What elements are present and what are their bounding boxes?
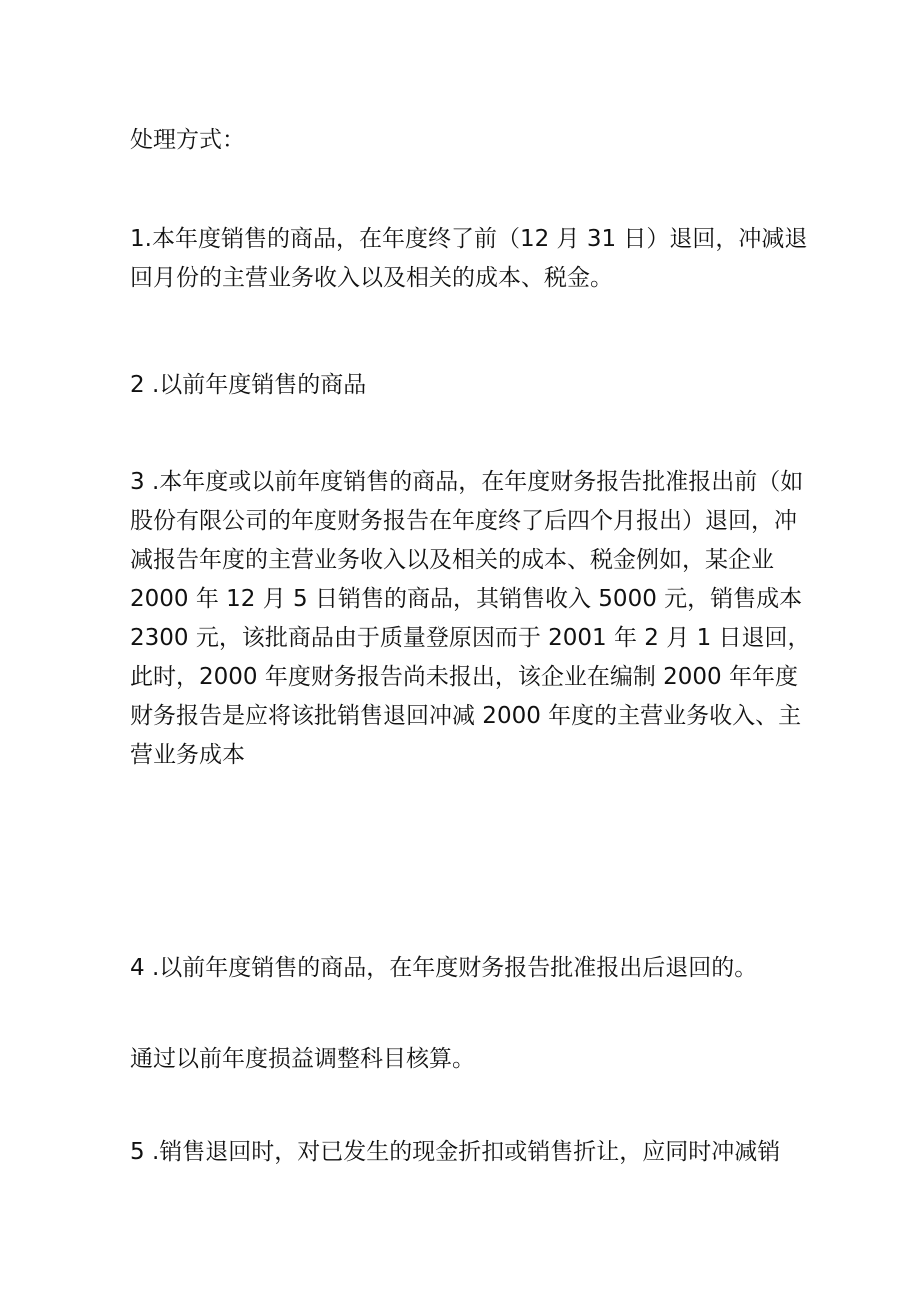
paragraph-item-3 — [130, 463, 811, 775]
heading-text: 处理方式： — [130, 127, 245, 153]
paragraph-line: 通过以前年度损益调整科目核算。 — [130, 1046, 475, 1072]
paragraph-line: 营业务成本 — [130, 742, 245, 768]
paragraph-item-1 — [130, 220, 808, 298]
paragraph-line: 2000 年 12 月 5 日销售的商品，其销售收入 5000 元，销售成本 — [130, 586, 803, 612]
paragraph-line: 1.本年度销售的商品，在年度终了前（12 月 31 日）退回，冲减退 — [130, 226, 808, 252]
paragraph-item-4 — [130, 949, 802, 988]
paragraph-line: 4 .以前年度销售的商品，在年度财务报告批准报出后退回的。 — [130, 955, 758, 981]
paragraph-line: 回月份的主营业务收入以及相关的成本、税金。 — [130, 265, 613, 291]
paragraph-item-5 — [130, 1133, 802, 1172]
paragraph-line: 此时，2000 年度财务报告尚未报出，该企业在编制 2000 年年度 — [130, 664, 798, 690]
paragraph-line: 减报告年度的主营业务收入以及相关的成本、税金例如，某企业 — [130, 547, 774, 573]
section-heading — [130, 121, 802, 160]
paragraph-item-4-note — [130, 1040, 802, 1079]
paragraph-line: 股份有限公司的年度财务报告在年度终了后四个月报出）退回，冲 — [130, 508, 797, 534]
paragraph-line: 2300 元，该批商品由于质量登原因而于 2001 年 2 月 1 日退回， — [130, 625, 811, 651]
paragraph-line: 3 .本年度或以前年度销售的商品，在年度财务报告批准报出前（如 — [130, 469, 804, 495]
paragraph-line: 财务报告是应将该批销售退回冲减 2000 年度的主营业务收入、主 — [130, 703, 802, 729]
paragraph-line: 2 .以前年度销售的商品 — [130, 372, 367, 398]
paragraph-item-2 — [130, 366, 802, 405]
paragraph-line: 5 .销售退回时，对已发生的现金折扣或销售折让，应同时冲减销 — [130, 1139, 781, 1165]
